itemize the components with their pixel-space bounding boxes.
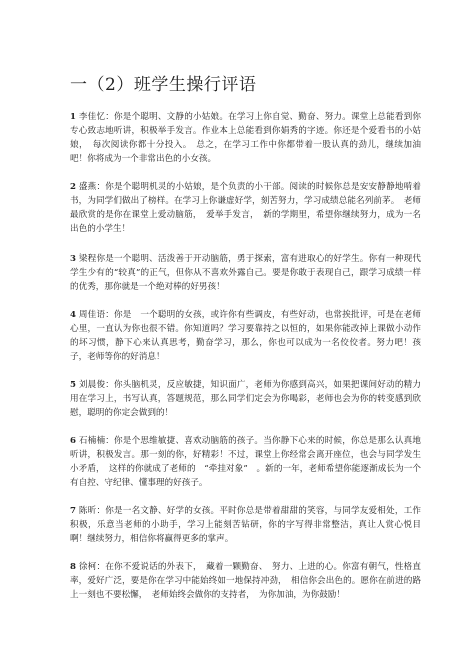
entry-number: 1: [70, 112, 76, 122]
entry-text: 盛燕：你是个聪明机灵的小姑娘，是个负责的小干部。阅读的时候你总是安安静静地啃着书，为同学们做出了榜样。在学习上你谦虚好学，刻苦努力，学习成绩总能名列前茅。 老师最欣赏的是你在课堂上爱动脑筋， 爱举手发言， 新的学期里，希望你继续努力，成为一名出色的小学生！: [70, 182, 421, 234]
entry-text: 陈昕：你是一名文静、好学的女孩。平时你总是带着甜甜的笑容，与同学友爱相处，工作积极，乐意当老师的小助手，学习上能刻苦钻研，你的字写得非常整洁，真让人赏心悦目啊！继续努力，相信你将赢得更多的掌声。: [70, 506, 421, 544]
entry-number: 4: [70, 310, 76, 320]
comment-entry-7: [70, 504, 421, 546]
comment-entry-4: [70, 308, 421, 364]
comment-entry-1: [70, 110, 421, 166]
entry-text: 梁程你是一个聪明、活泼善于开动脑筋，勇于探索，富有进取心的好学生。你有一种现代学生少有的“较真”的正气，但你从不喜欢外露自己。要是你敢于表现自己，跟学习成绩一样的优秀，那你就是一个绝对棒的好男孩！: [70, 254, 421, 292]
entry-number: 5: [70, 380, 76, 390]
entry-number: 3: [70, 254, 76, 264]
entry-text: 周佳语：你是 一个聪明的女孩，或许你有些调皮，有些好动，也常挨批评，可是在老师心里，一直认为你也很不错。你知道吗？学习要靠持之以恒的，如果你能改掉上课做小动作的坏习惯，静下心来认真思考，勤奋学习，那么，你也可以成为一名佼佼者。努力吧！孩子，老师等你的好消息！: [70, 310, 421, 362]
comment-entry-2: [70, 180, 421, 236]
entry-text: 石楠楠：你是个思维敏捷、喜欢动脑筋的孩子。当你静下心来的时候，你总是那么认真地听讲，积极发言。那一刻的你，好精彩！不过，课堂上你经常会离开座位，也会与同学发生小矛盾， 这样的你就成了老师的 “牵挂对象” 。新的一年，老师希望你能逐渐成长为一个有自控、守纪律、懂事理的好孩子。: [70, 436, 421, 488]
comment-entry-6: [70, 434, 421, 490]
entry-number: 2: [70, 182, 76, 192]
entry-text: 李佳忆：你是个聪明、文静的小姑娘。在学习上你自觉、勤奋、努力。课堂上总能看到你专心致志地听讲，积极举手发言。作业本上总能看到你娟秀的字迹。你还是个爱看书的小姑娘， 每次阅读你都十分投入。 总之，在学习工作中你都带着一股认真的劲儿，继续加油吧！你将成为一个非常出色的小女孩。: [70, 112, 421, 164]
comment-entry-5: [70, 378, 421, 420]
entry-text: 徐柯：在你不爱说话的外表下， 藏着一颗勤奋、 努力、上进的心。你富有朝气，性格直率，爱好广泛，要是你在学习中能始终如一地保持冲劲， 相信你会出色的。愿你在前进的路上一刻也不要松懈， 老师始终会做你的支持者， 为你加油，为你鼓励！: [70, 562, 422, 600]
entry-text: 刘晨俊：你头脑机灵，反应敏捷，知识面广，老师为你感到高兴，如果把课间好动的精力用在学习上，书写认真，答题规范，那么同学们定会为你喝彩，老师也会为你的转变感到欣慰，聪明的你定会做到的！: [70, 380, 421, 418]
document-title: 一（2）班学生操行评语: [70, 75, 257, 95]
comment-entry-3: [70, 252, 421, 294]
entry-number: 8: [70, 562, 76, 572]
comment-entry-8: [70, 560, 421, 602]
entry-number: 7: [70, 506, 76, 516]
entry-number: 6: [70, 436, 76, 446]
